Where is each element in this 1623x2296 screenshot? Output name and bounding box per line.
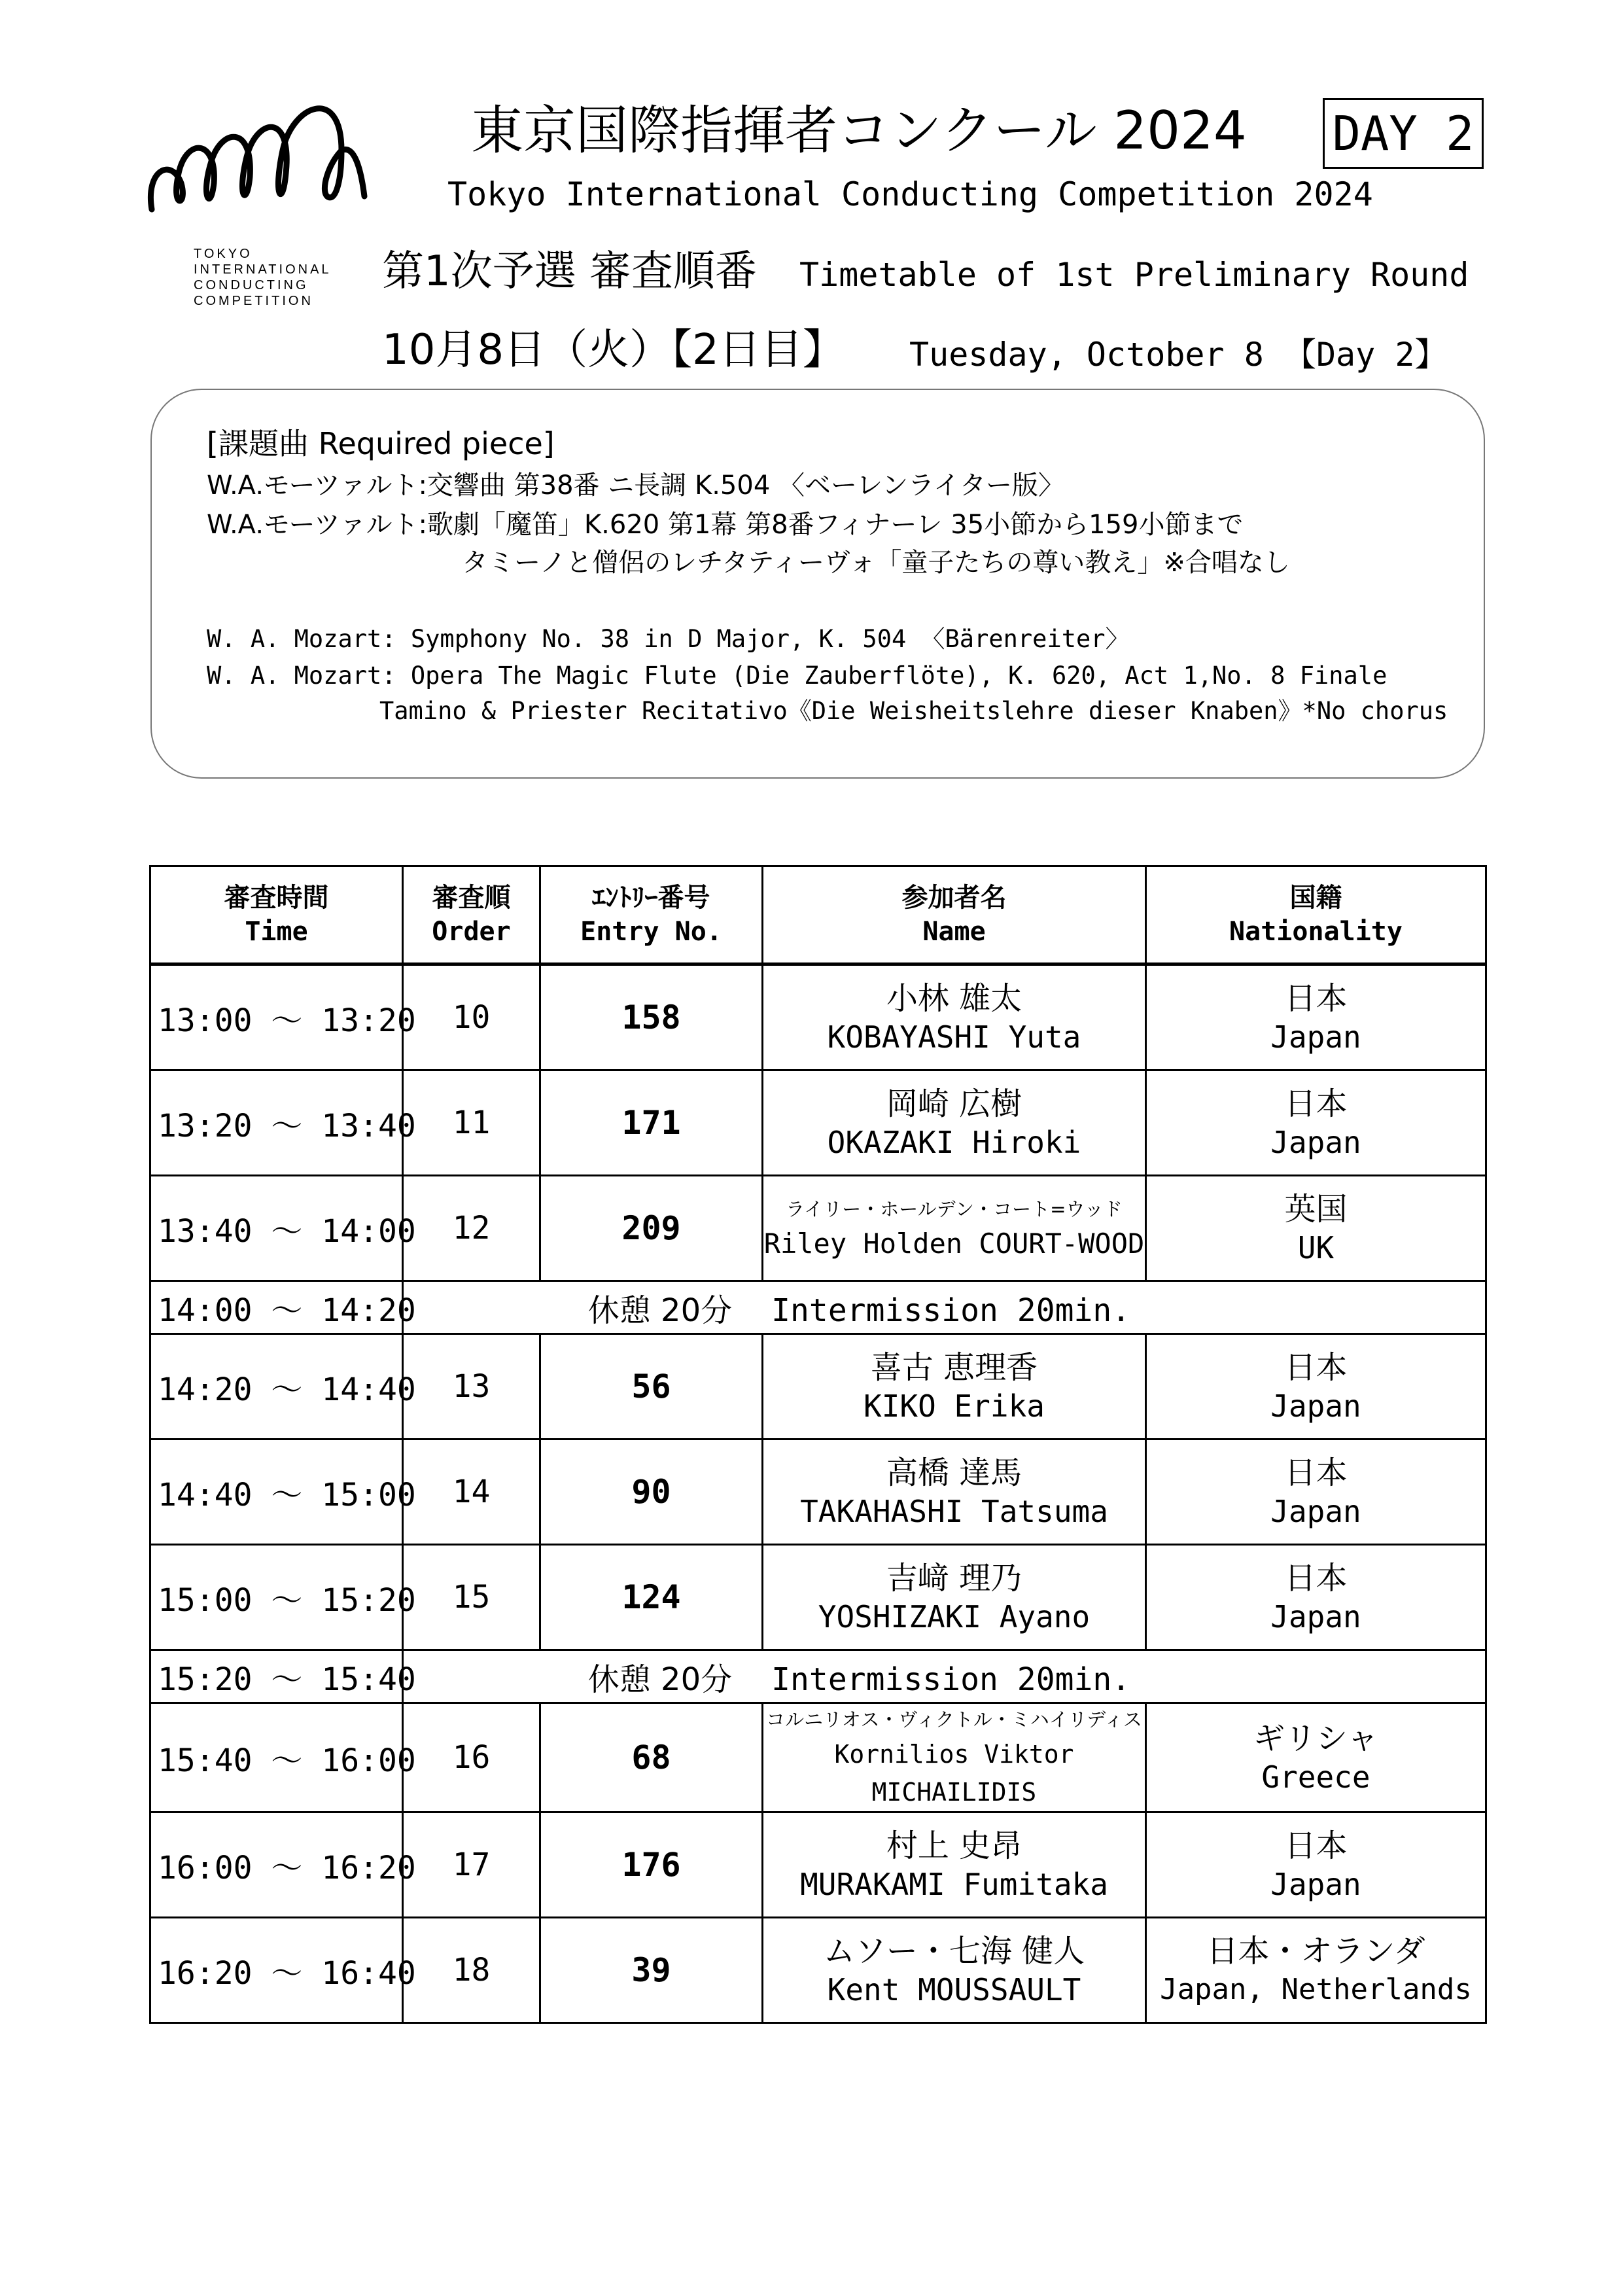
table-row xyxy=(150,1918,1486,2023)
cell-nationality xyxy=(1146,1703,1486,1812)
table-header-row xyxy=(150,866,1486,964)
header-en: Name xyxy=(922,917,986,947)
cell-time: 14:40 ～ 15:00 xyxy=(150,1439,403,1545)
header-order xyxy=(403,866,540,964)
cell-entry: 124 xyxy=(540,1545,763,1650)
table-row xyxy=(150,964,1486,1070)
name-english: Kent MOUSSAULT xyxy=(827,1972,1081,2007)
title-english: Tokyo International Conducting Competition 2024 xyxy=(447,175,1373,213)
name-english: MURAKAMI Fumitaka xyxy=(800,1867,1108,1902)
break-row xyxy=(150,1650,1486,1703)
break-ja: 休憩 20分 xyxy=(587,1661,733,1698)
name-japanese: 小林 雄太 xyxy=(886,980,1022,1017)
cell-entry: 39 xyxy=(540,1918,763,2023)
nationality-japanese: ギリシャ xyxy=(1253,1720,1379,1757)
name-english: TAKAHASHI Tatsuma xyxy=(800,1494,1108,1529)
cell-time: 13:40 ～ 14:00 xyxy=(150,1176,403,1281)
nationality-english: Japan xyxy=(1270,1125,1361,1160)
cell-time: 16:20 ～ 16:40 xyxy=(150,1918,403,2023)
nationality-english: Japan xyxy=(1270,1599,1361,1634)
piece-en-line: W. A. Mozart: Opera The Magic Flute (Die Zauberflöte), K. 620, Act 1,No. 8 Finale xyxy=(207,662,1387,690)
cell-name xyxy=(763,1545,1146,1650)
cell-order: 11 xyxy=(403,1070,540,1176)
header-ja: 審査順 xyxy=(432,883,511,913)
cell-order: 18 xyxy=(403,1918,540,2023)
cell-time: 13:00 ～ 13:20 xyxy=(150,964,403,1070)
table-row xyxy=(150,1176,1486,1281)
header-nationality xyxy=(1146,866,1486,964)
cell-name xyxy=(763,1918,1146,2023)
break-label xyxy=(403,1650,1486,1703)
name-japanese: 高橋 達馬 xyxy=(886,1455,1022,1491)
cell-entry: 176 xyxy=(540,1812,763,1918)
nationality-japanese: 日本 xyxy=(1284,1086,1348,1122)
nationality-japanese: 日本 xyxy=(1284,1560,1348,1597)
table-row xyxy=(150,1439,1486,1545)
header-ja: 国籍 xyxy=(1289,883,1342,913)
timetable xyxy=(149,865,1487,2024)
nationality-japanese: 日本 xyxy=(1284,1828,1348,1864)
nationality-english: Japan xyxy=(1270,1019,1361,1055)
nationality-japanese: 日本・オランダ xyxy=(1206,1933,1425,1969)
cell-name xyxy=(763,1176,1146,1281)
cell-nationality xyxy=(1146,964,1486,1070)
table-row xyxy=(150,1545,1486,1650)
cell-nationality xyxy=(1146,1176,1486,1281)
header-en: Nationality xyxy=(1229,917,1403,947)
cell-time: 14:20 ～ 14:40 xyxy=(150,1334,403,1439)
table-row xyxy=(150,1334,1486,1439)
cell-nationality xyxy=(1146,1545,1486,1650)
cell-order: 12 xyxy=(403,1176,540,1281)
name-japanese: ライリー・ホールデン・コート=ウッド xyxy=(786,1198,1123,1220)
cell-nationality xyxy=(1146,1334,1486,1439)
cell-entry: 171 xyxy=(540,1070,763,1176)
nationality-japanese: 日本 xyxy=(1284,1455,1348,1491)
cell-nationality xyxy=(1146,1918,1486,2023)
header-ja: 参加者名 xyxy=(901,883,1007,913)
break-en: Intermission 20min. xyxy=(771,1292,1131,1329)
break-row xyxy=(150,1281,1486,1334)
header-name xyxy=(763,866,1146,964)
name-japanese: コルニリオス・ヴィクトル・ミハイリディス xyxy=(766,1708,1142,1731)
cell-name xyxy=(763,1070,1146,1176)
competition-logo xyxy=(145,92,368,216)
header-entry xyxy=(540,866,763,964)
cell-order: 15 xyxy=(403,1545,540,1650)
cell-order: 16 xyxy=(403,1703,540,1812)
day-badge: DAY 2 xyxy=(1323,98,1484,169)
header-en: Entry No. xyxy=(580,917,722,947)
header-en: Time xyxy=(245,917,308,947)
nationality-english: Greece xyxy=(1261,1759,1370,1795)
nationality-english: Japan xyxy=(1270,1867,1361,1902)
name-english: YOSHIZAKI Ayano xyxy=(818,1599,1091,1634)
header-time xyxy=(150,866,403,964)
name-japanese: 喜古 恵理香 xyxy=(870,1349,1038,1386)
cell-time: 16:00 ～ 16:20 xyxy=(150,1812,403,1918)
cell-entry: 90 xyxy=(540,1439,763,1545)
name-japanese: ムソー・七海 健人 xyxy=(823,1933,1085,1969)
round-title-english: Timetable of 1st Preliminary Round xyxy=(799,256,1469,294)
table-row xyxy=(150,1812,1486,1918)
cell-time: 13:20 ～ 13:40 xyxy=(150,1070,403,1176)
required-piece-heading: [課題曲 Required piece] xyxy=(207,426,555,461)
cell-entry: 209 xyxy=(540,1176,763,1281)
piece-ja-line: W.A.モーツァルト:歌劇「魔笛」K.620 第1幕 第8番フィナーレ 35小節から159小節まで xyxy=(207,510,1244,540)
date-japanese: 10月8日（火）【2日目】 xyxy=(382,326,845,374)
piece-ja-line: W.A.モーツァルト:交響曲 第38番 ニ長調 K.504 〈ベーレンライター版〉 xyxy=(207,470,1064,501)
header-en: Order xyxy=(432,917,511,947)
cell-name xyxy=(763,1334,1146,1439)
cell-time: 15:40 ～ 16:00 xyxy=(150,1703,403,1812)
header-ja: 審査時間 xyxy=(224,883,329,913)
name-english: Kornilios Viktor MICHAILIDIS xyxy=(834,1740,1074,1807)
piece-en-line: W. A. Mozart: Symphony No. 38 in D Major, K. 504 〈Bärenreiter〉 xyxy=(207,625,1130,653)
break-time: 14:00 ～ 14:20 xyxy=(150,1281,403,1334)
nationality-english: Japan xyxy=(1270,1494,1361,1529)
nationality-english: Japan, Netherlands xyxy=(1160,1973,1472,2006)
cell-order: 13 xyxy=(403,1334,540,1439)
cell-order: 10 xyxy=(403,964,540,1070)
cell-nationality xyxy=(1146,1812,1486,1918)
cell-name xyxy=(763,964,1146,1070)
break-label xyxy=(403,1281,1486,1334)
break-time: 15:20 ～ 15:40 xyxy=(150,1650,403,1703)
header-ja: ｴﾝﾄﾘｰ番号 xyxy=(592,883,710,913)
name-japanese: 村上 史昂 xyxy=(886,1828,1022,1864)
name-japanese: 岡崎 広樹 xyxy=(886,1086,1022,1122)
cell-name xyxy=(763,1703,1146,1812)
logo-line: CONDUCTING xyxy=(194,278,309,292)
name-english: OKAZAKI Hiroki xyxy=(827,1125,1081,1160)
logo-line: COMPETITION xyxy=(194,294,313,308)
break-en: Intermission 20min. xyxy=(771,1661,1131,1698)
name-english: KIKO Erika xyxy=(864,1388,1045,1424)
piece-ja-line: タミーノと僧侶のレチタティーヴォ「童子たちの尊い教え」※合唱なし xyxy=(462,548,1290,578)
name-english: KOBAYASHI Yuta xyxy=(827,1019,1081,1055)
nationality-japanese: 日本 xyxy=(1284,1349,1348,1386)
cell-nationality xyxy=(1146,1439,1486,1545)
table-row xyxy=(150,1070,1486,1176)
cell-name xyxy=(763,1439,1146,1545)
cell-nationality xyxy=(1146,1070,1486,1176)
cell-entry: 56 xyxy=(540,1334,763,1439)
break-ja: 休憩 20分 xyxy=(587,1292,733,1329)
nationality-japanese: 日本 xyxy=(1284,980,1348,1017)
logo-wordmark xyxy=(194,246,332,309)
cell-name xyxy=(763,1812,1146,1918)
cell-order: 17 xyxy=(403,1812,540,1918)
name-english: Riley Holden COURT-WOOD xyxy=(763,1227,1145,1260)
cell-order: 14 xyxy=(403,1439,540,1545)
title-japanese: 東京国際指揮者コンクール 2024 xyxy=(471,100,1247,161)
round-title-japanese: 第1次予選 審査順番 xyxy=(382,247,758,296)
table-row xyxy=(150,1703,1486,1812)
cell-entry: 158 xyxy=(540,964,763,1070)
cell-entry: 68 xyxy=(540,1703,763,1812)
nationality-english: UK xyxy=(1297,1230,1335,1265)
piece-en-line: Tamino & Priester Recitativo《Die Weisheitslehre dieser Knaben》*No chorus xyxy=(379,697,1448,725)
logo-line: TOKYO xyxy=(194,247,253,261)
date-english: Tuesday, October 8 【Day 2】 xyxy=(909,336,1448,374)
name-japanese: 吉﨑 理乃 xyxy=(886,1560,1022,1597)
nationality-english: Japan xyxy=(1270,1388,1361,1424)
cell-time: 15:00 ～ 15:20 xyxy=(150,1545,403,1650)
logo-line: INTERNATIONAL xyxy=(194,262,332,277)
nationality-japanese: 英国 xyxy=(1284,1191,1348,1227)
